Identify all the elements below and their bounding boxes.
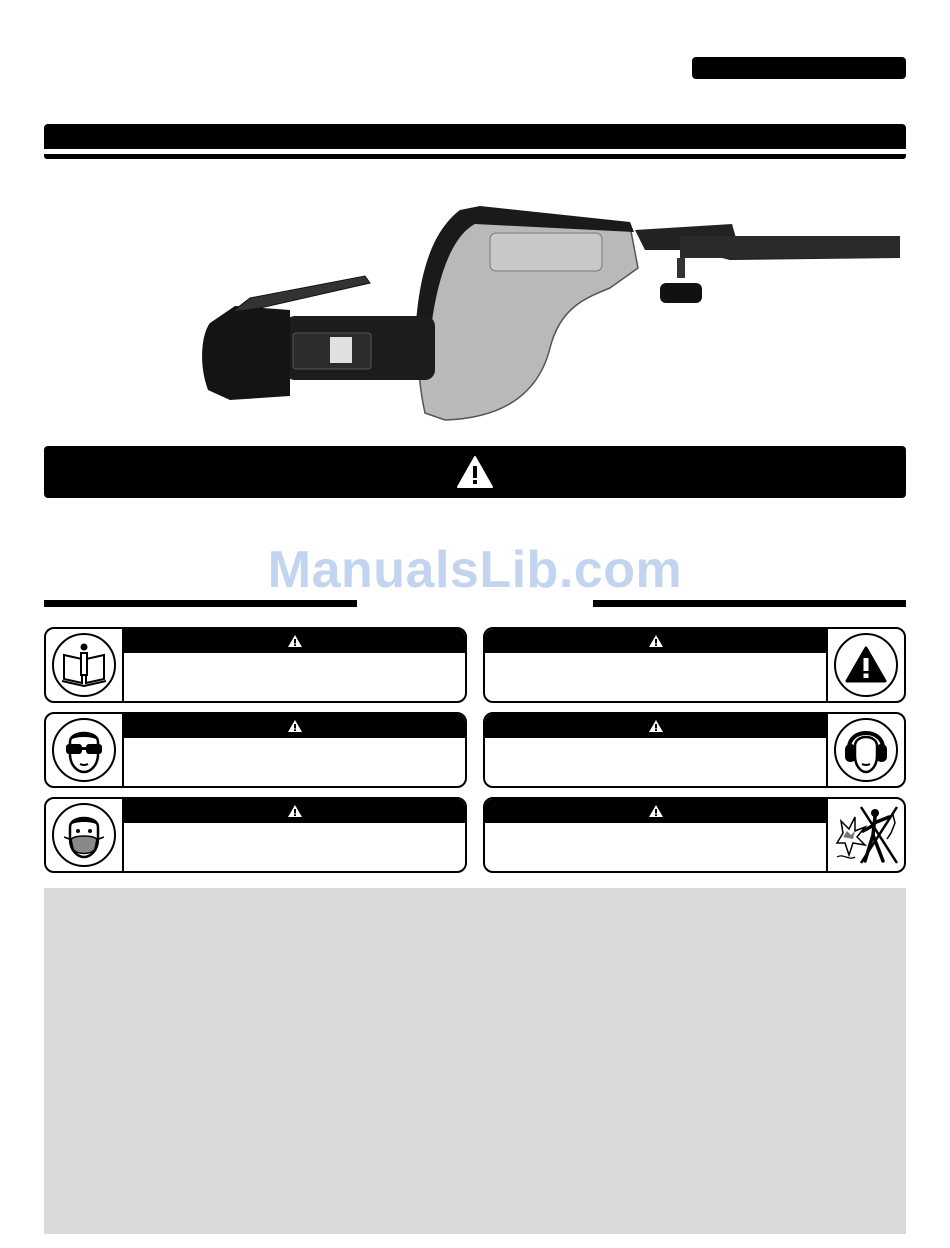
notes-panel xyxy=(44,888,906,1234)
label-plate xyxy=(490,233,602,271)
general-warning-icon xyxy=(844,645,888,685)
warning-banner xyxy=(44,446,906,498)
safety-box-respiratory-protection xyxy=(44,797,467,873)
eye-protection-icon xyxy=(60,724,108,776)
warning-small-icon xyxy=(287,634,303,648)
hearing-protection-icon xyxy=(841,724,891,776)
warning-small-icon xyxy=(287,804,303,818)
section-rule-right xyxy=(593,600,906,607)
explosion-hazard-icon xyxy=(831,803,901,867)
read-manual-icon xyxy=(60,641,108,689)
respirator-mask-icon xyxy=(60,809,108,861)
watermark: ManualsLib.com xyxy=(267,541,683,599)
warning-triangle-icon xyxy=(456,455,494,489)
title-rule xyxy=(44,154,906,159)
adjustment-knob xyxy=(660,283,702,303)
grip xyxy=(202,306,290,400)
safety-box-read-manual xyxy=(44,627,467,703)
belt xyxy=(680,236,900,258)
safety-box-explosion-hazard xyxy=(483,797,906,873)
warning-small-icon xyxy=(648,634,664,648)
warning-small-icon xyxy=(648,804,664,818)
warning-small-icon xyxy=(648,719,664,733)
safety-box-eye-protection xyxy=(44,712,467,788)
product-image xyxy=(190,188,906,428)
section-rule-left xyxy=(44,600,357,607)
title-bar xyxy=(44,124,906,149)
document-tag xyxy=(692,57,906,79)
warning-small-icon xyxy=(287,719,303,733)
safety-box-hearing-protection xyxy=(483,712,906,788)
safety-box-general-warning xyxy=(483,627,906,703)
throttle-lever xyxy=(232,276,370,312)
